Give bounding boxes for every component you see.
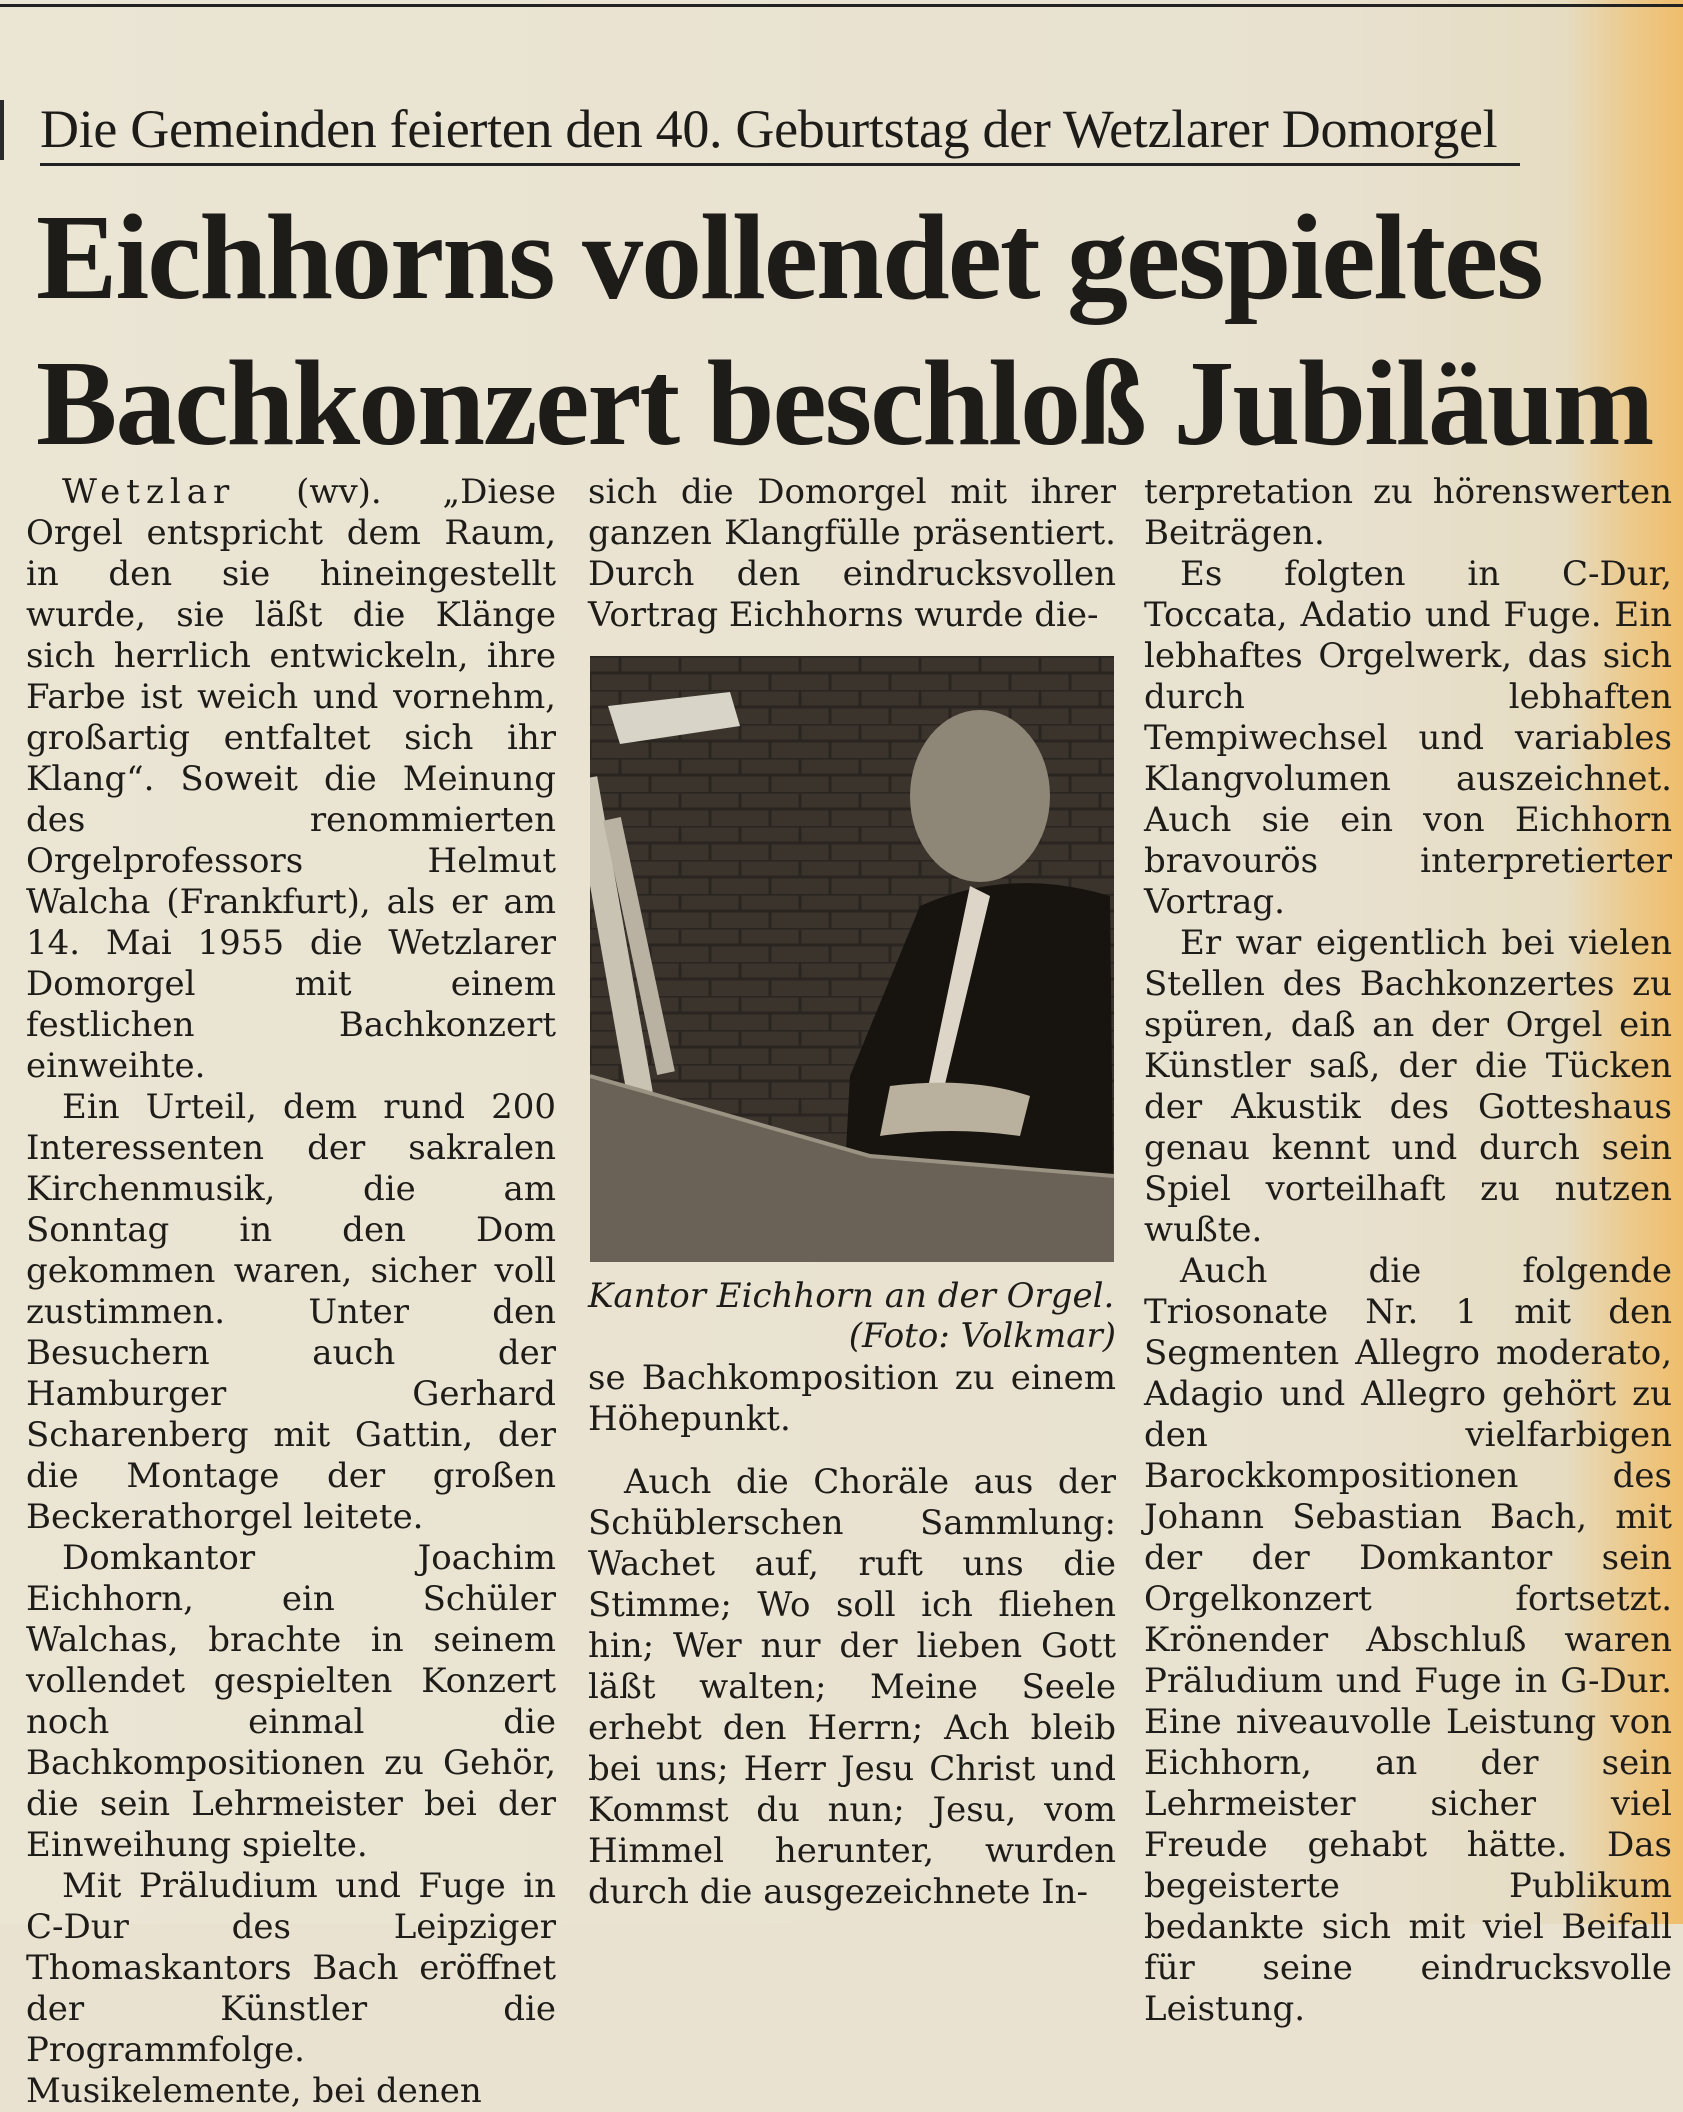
dateline: Wetzlar <box>62 472 236 512</box>
top-rule <box>0 4 1683 7</box>
photo-credit: (Foto: Volkmar) <box>848 1316 1116 1356</box>
photo-caption: Kantor Eichhorn an der Orgel. <box>588 1276 1115 1316</box>
kicker-rule <box>40 163 1520 166</box>
organist-head-shape <box>910 710 1050 882</box>
margin-mark <box>0 100 4 160</box>
paragraph: Auch die folgende Triosonate Nr. 1 mit den Segmenten Allegro moderato, Adagio und Allegro gehört zu den vielfarbigen Barockkompositionen des Johann Sebastian Bach, mit der der Domkantor sein Orgelkonzert fortsetzt. Krönender Abschluß waren Präludium und Fuge in G-Dur. Eine niveauvolle Leistung von Eichhorn, an der sein Lehrmeister sicher viel Freude gehabt hätte. Das begeisterte Publikum bedankte sich mit viel Beifall für seine eindrucksvolle Leistung. <box>1144 1251 1672 2029</box>
paragraph: Ein Urteil, dem rund 200 Interessenten der sakralen Kirchenmusik, die am Sonntag in den Dom gekommen waren, sicher voll zustimmen. Unter den Besuchern auch der Hamburger Gerhard Scharenberg mit Gattin, der die Montage der großen Beckerathorgel leitete. <box>26 1087 556 1537</box>
headline <box>36 185 1656 477</box>
paragraph <box>26 472 556 1087</box>
article-column-3 <box>1144 472 1672 2030</box>
organist-photo <box>590 656 1114 1262</box>
paragraph: Er war eigentlich bei vielen Stellen des Bachkonzertes zu spüren, daß an der Orgel ein Künstler saß, der die Tücken der Akustik des Gotteshaus genau kennt und durch sein Spiel vorteilhaft zu nutzen wußte. <box>1144 923 1672 1250</box>
paragraph: Auch die Choräle aus der Schüblerschen Sammlung: Wachet auf, ruft uns die Stimme; Wo soll ich fliehen hin; Wer nur der lieben Gott läßt walten; Meine Seele erhebt den Herrn; Ach bleib bei uns; Herr Jesu Christ und Kommst du nun; Jesu, vom Himmel herunter, wurden durch die ausgezeichnete In- <box>588 1462 1116 1912</box>
headline-line-1: Eichhorns vollendet gespieltes <box>36 190 1542 325</box>
headline-line-2: Bachkonzert beschloß Jubiläum <box>36 336 1653 471</box>
paragraph: Es folgten in C-Dur, Toccata, Adatio und Fuge. Ein lebhaftes Orgelwerk, das sich durch lebhaften Tempiwechsel und variables Klangvolumen auszeichnet. Auch sie ein von Eichhorn bravourös interpretierter Vortrag. <box>1144 554 1672 922</box>
photo-caption-block <box>588 1276 1116 1356</box>
kicker-line: Die Gemeinden feierten den 40. Geburtstag der Wetzlarer Domorgel <box>40 99 1498 159</box>
paragraph: terpretation zu hörenswerten Beiträgen. <box>1144 472 1672 553</box>
article-column-1 <box>26 472 556 2112</box>
paragraph-text: (wv). „Diese Orgel entspricht dem Raum, in den sie hineingestellt wurde, sie läßt die Klänge sich herrlich entwickeln, ihre Farbe ist weich und vornehm, großartig entfaltet sich ihr Klang“. Soweit die Meinung des renommierten Orgelprofessors Helmut Walcha (Frankfurt), als er am 14. Mai 1955 die Wetzlarer Domorgel mit einem festlichen Bachkonzert einweihte. <box>26 472 556 1086</box>
paragraph: Mit Präludium und Fuge in C-Dur des Leipziger Thomaskantors Bach eröffnet der Künstler die Programmfolge. Musikelemente, bei denen <box>26 1866 556 2111</box>
paragraph: sich die Domorgel mit ihrer ganzen Klangfülle präsentiert. Durch den eindrucksvollen Vortrag Eichhorns wurde die- <box>588 472 1116 635</box>
paragraph: se Bachkomposition zu einem Höhepunkt. <box>588 1358 1116 1439</box>
paragraph: Domkantor Joachim Eichhorn, ein Schüler Walchas, brachte in seinem vollendet gespielten Konzert noch einmal die Bachkompositionen zu Gehör, die sein Lehrmeister bei der Einweihung spielte. <box>26 1538 556 1865</box>
article-column-2 <box>588 472 1116 1913</box>
